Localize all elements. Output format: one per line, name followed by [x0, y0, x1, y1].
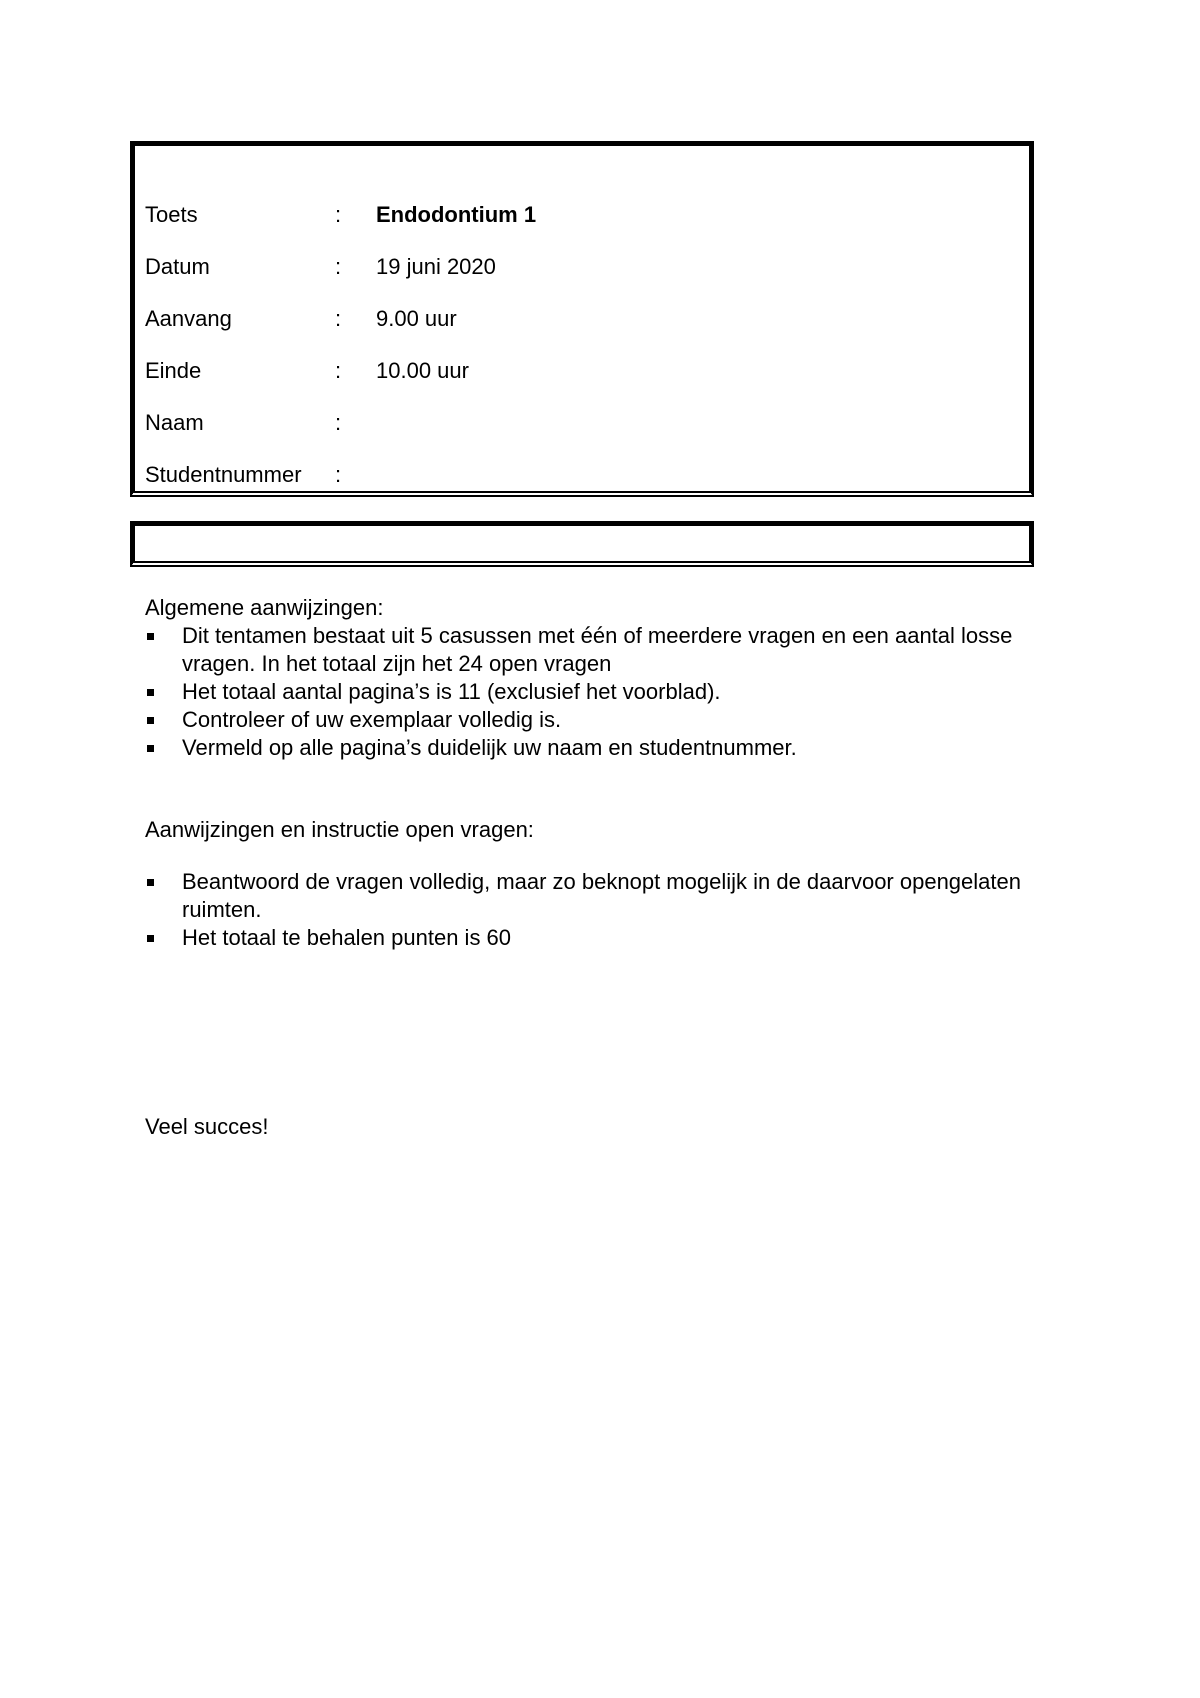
info-colon: :	[335, 462, 342, 487]
list-item-text: Beantwoord de vragen volledig, maar zo beknopt mogelijk in de daarvoor opengelaten ruimten.	[182, 869, 1021, 922]
bullet-square-icon	[147, 633, 154, 640]
bullet-square-icon	[147, 745, 154, 752]
info-label: Einde	[145, 358, 202, 383]
closing-text: Veel succes!	[145, 1114, 269, 1139]
general-instructions-list	[145, 622, 1045, 762]
list-item-text: Het totaal te behalen punten is 60	[182, 925, 512, 950]
open-questions-list	[145, 868, 1045, 952]
list-item	[145, 706, 1045, 734]
bullet-square-icon	[147, 879, 154, 886]
list-item	[145, 924, 1045, 952]
list-item-text: Dit tentamen bestaat uit 5 casussen met één of meerdere vragen en een aantal losse vragen. In het totaal zijn het 24 open vragen	[182, 623, 1013, 676]
exam-title: Endodontium 1	[376, 202, 537, 227]
info-label: Datum	[145, 254, 210, 279]
info-colon: :	[335, 254, 342, 279]
open-questions-heading: Aanwijzingen en instructie open vragen:	[145, 817, 534, 842]
list-item	[145, 622, 1045, 678]
info-label: Toets	[145, 202, 198, 227]
list-item	[145, 734, 1045, 762]
info-label: Studentnummer	[145, 462, 302, 487]
list-item-text: Het totaal aantal pagina’s is 11 (exclusief het voorblad).	[182, 679, 721, 704]
list-item	[145, 868, 1045, 924]
bullet-square-icon	[147, 935, 154, 942]
bullet-square-icon	[147, 717, 154, 724]
list-item-text: Vermeld op alle pagina’s duidelijk uw naam en studentnummer.	[182, 735, 797, 760]
info-colon: :	[335, 202, 342, 227]
info-label: Aanvang	[145, 306, 232, 331]
empty-box	[130, 521, 1034, 567]
info-colon: :	[335, 358, 342, 383]
bullet-square-icon	[147, 689, 154, 696]
exam-date: 19 juni 2020	[376, 254, 496, 279]
list-item	[145, 678, 1045, 706]
exam-end-time: 10.00 uur	[376, 358, 469, 383]
general-instructions-heading: Algemene aanwijzingen:	[145, 595, 384, 620]
exam-start-time: 9.00 uur	[376, 306, 457, 331]
list-item-text: Controleer of uw exemplaar volledig is.	[182, 707, 562, 732]
info-colon: :	[335, 410, 342, 435]
exam-info-box	[130, 141, 1034, 497]
info-colon: :	[335, 306, 342, 331]
info-label: Naam	[145, 410, 204, 435]
